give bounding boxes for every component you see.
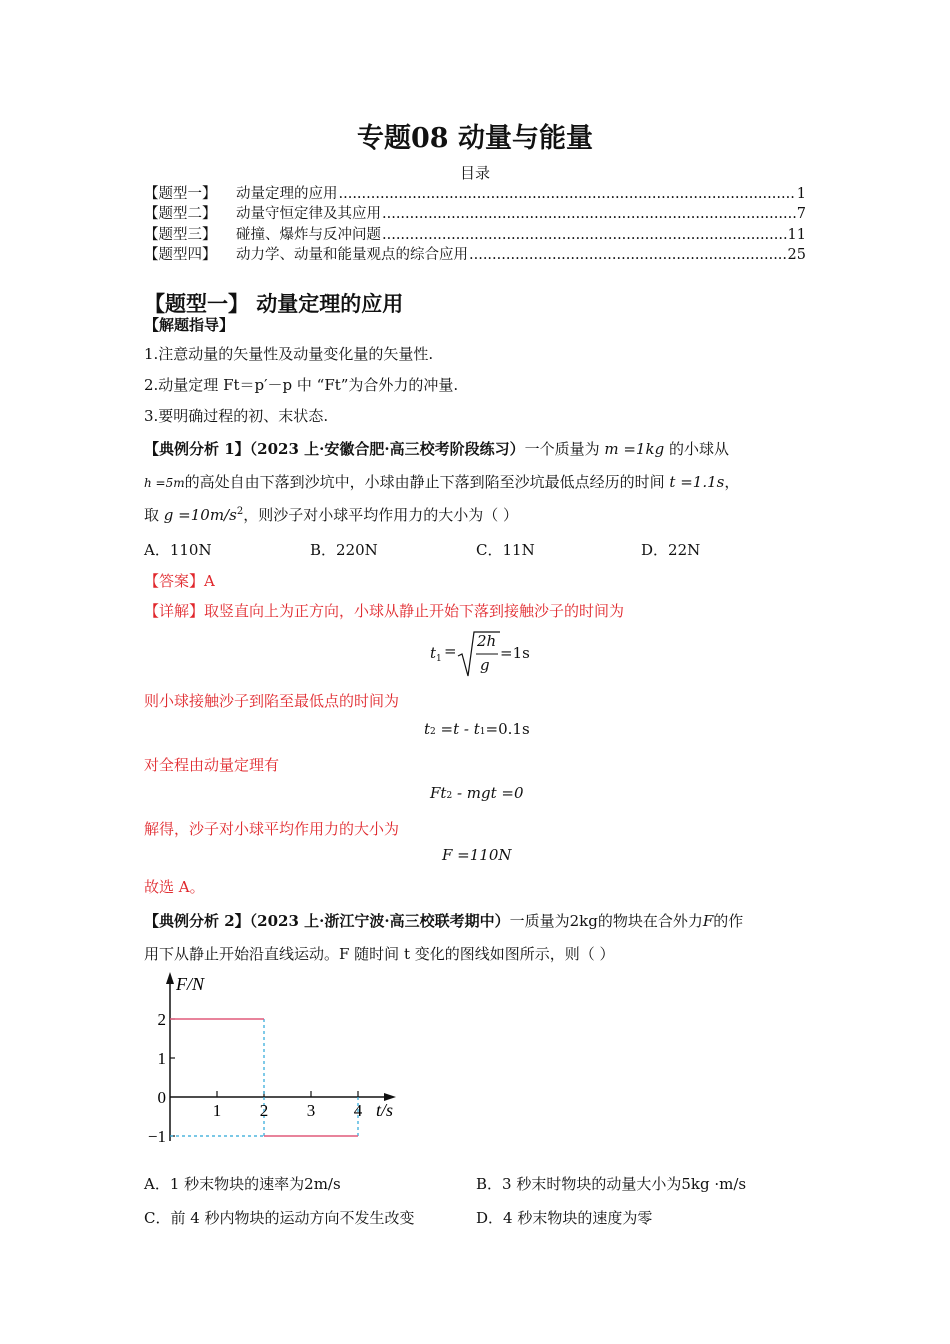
example1-line1: 【典例分析 1】（2023 上·安徽合肥·高三校考阶段练习）一个质量为 m =1kg 的小球从 (144, 440, 729, 458)
option-c[interactable]: C．11N (476, 541, 535, 559)
y-tick-label: 0 (157, 1088, 166, 1107)
y-tick-label: 2 (157, 1010, 166, 1029)
detail-line: 解得，沙子对小球平均作用力的大小为 (144, 820, 400, 838)
option-b[interactable]: B．3 秒末时物块的动量大小为5kg ·m/s (476, 1175, 747, 1193)
section-heading: 【题型一】 动量定理的应用 (144, 291, 404, 316)
page-title: 专题08 动量与能量 (357, 123, 593, 154)
option-c[interactable]: C．前 4 秒内物块的运动方向不发生改变 (144, 1209, 415, 1227)
toc-item[interactable]: 【题型四】 动力学、动量和能量观点的综合应用 ..... 25 (144, 243, 806, 263)
guide-line: 3.要明确过程的初、末状态. (144, 407, 329, 425)
answer: 【答案】A (144, 572, 215, 590)
example2-line1: 【典例分析 2】（2023 上·浙江宁波·高三校联考期中）一质量为2kg的物块在合外力F的作 (144, 912, 744, 930)
example1-line3: 取 $g =10m/s^2$，则沙子对小球平均作用力的大小为（ ） (144, 506, 518, 524)
guide-line: 1.注意动量的矢量性及动量变化量的矢量性. (144, 345, 434, 363)
detail-line: 【详解】取竖直向上为正方向，小球从静止开始下落到接触沙子的时间为 (144, 602, 625, 620)
detail-line: 则小球接触沙子到陷至最低点的时间为 (144, 692, 400, 710)
equation-4: F =110N (442, 846, 512, 864)
x-tick-label: 3 (306, 1101, 316, 1120)
guide-heading: 【解题指导】 (144, 316, 235, 334)
toc-item[interactable]: 【题型三】 碰撞、爆炸与反冲问题 ..... 11 (144, 223, 806, 243)
toc-item[interactable]: 【题型一】 动量定理的应用 ..... 1 (144, 182, 806, 202)
option-b[interactable]: B．220N (310, 541, 378, 559)
x-tick-label: 2 (259, 1101, 269, 1120)
chart-labels (148, 974, 393, 1146)
x-tick-label: 1 (212, 1101, 222, 1120)
equation-2: t2 =t - t1=0.1s (424, 720, 530, 738)
detail-line: 对全程由动量定理有 (144, 756, 280, 774)
y-tick-label: 1 (157, 1049, 166, 1068)
option-a[interactable]: A．1 秒末物块的速率为2m/s (144, 1175, 341, 1193)
equation-3: Ft2 - mgt =0 (430, 784, 524, 802)
x-axis-label: t/s (376, 1100, 394, 1120)
toc-item[interactable]: 【题型二】 动量守恒定律及其应用 ..... 7 (144, 202, 806, 222)
option-a[interactable]: A．110N (144, 541, 212, 559)
equation-1: t 1 = 2h g =1s (430, 630, 540, 680)
force-time-chart (140, 970, 410, 1160)
option-d[interactable]: D．22N (641, 541, 701, 559)
x-tick-label: 4 (353, 1101, 363, 1120)
y-axis-arrow (166, 972, 174, 984)
option-d[interactable]: D．4 秒末物块的速度为零 (476, 1209, 653, 1227)
guide-line: 2.动量定理 Ft＝p′－p 中 “Ft”为合外力的冲量. (144, 376, 459, 394)
example2-line2: 用下从静止开始沿直线运动。F 随时间 t 变化的图线如图所示，则（ ） (144, 945, 615, 963)
y-tick-label: −1 (147, 1127, 166, 1146)
example1-line2: h =5m的高处自由下落到沙坑中，小球由静止下落到陷至沙坑最低点经历的时间 t =1.1s， (144, 473, 740, 491)
y-axis-label: F/N (176, 974, 205, 994)
toc-heading: 目录 (459, 164, 490, 182)
conclusion: 故选 A。 (144, 878, 205, 896)
